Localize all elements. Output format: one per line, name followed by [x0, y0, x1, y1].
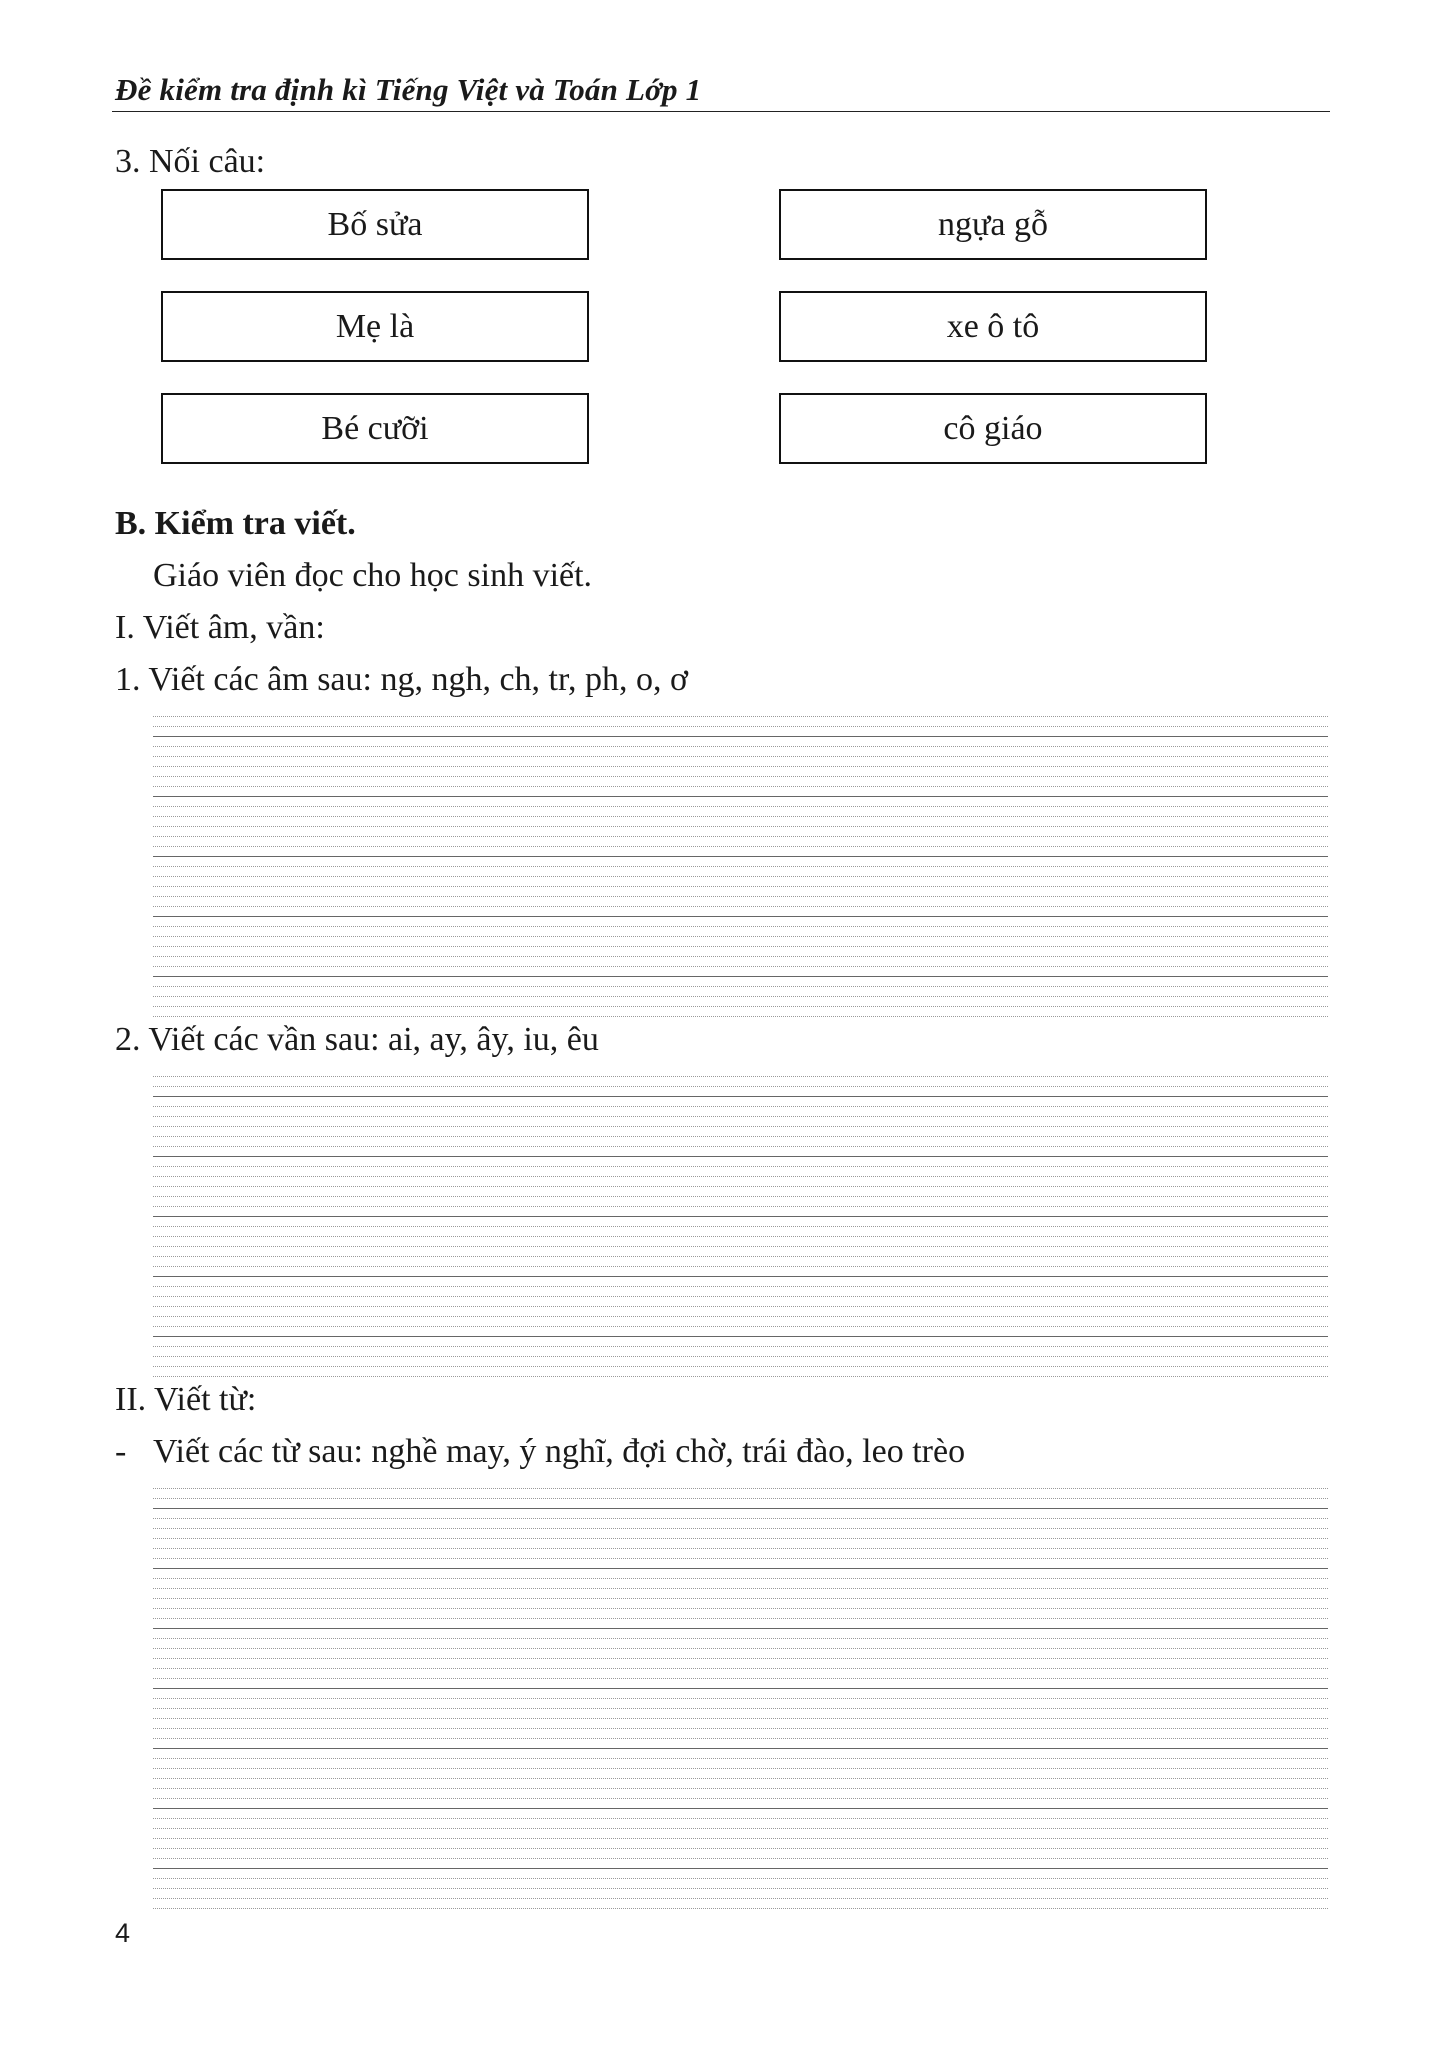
- writing-guide-line: [153, 1708, 1328, 1709]
- writing-baseline: [153, 796, 1328, 797]
- writing-guide-line: [153, 1528, 1328, 1529]
- match-left-box-1: [161, 189, 589, 260]
- writing-baseline: [153, 1808, 1328, 1809]
- writing-guide-line: [153, 1838, 1328, 1839]
- writing-guide-line: [153, 1578, 1328, 1579]
- match-right-box-1: [779, 189, 1207, 260]
- writing-guide-line: [153, 716, 1328, 717]
- page-header-title: Đề kiểm tra định kì Tiếng Việt và Toán Lớp 1: [115, 72, 702, 107]
- writing-baseline: [153, 1276, 1328, 1277]
- writing-guide-line: [153, 1758, 1328, 1759]
- match-left-text-3: Bé cưỡi: [321, 409, 429, 447]
- writing-guide-line: [153, 786, 1328, 787]
- writing-guide-line: [153, 1558, 1328, 1559]
- part-2-title: II. Viết từ:: [115, 1381, 257, 1418]
- writing-lines-block-2: [153, 1076, 1328, 1378]
- writing-guide-line: [153, 1598, 1328, 1599]
- writing-guide-line: [153, 1668, 1328, 1669]
- writing-baseline: [153, 976, 1328, 977]
- writing-guide-line: [153, 746, 1328, 747]
- match-right-text-1: ngựa gỗ: [937, 205, 1049, 243]
- writing-guide-line: [153, 1146, 1328, 1147]
- writing-guide-line: [153, 996, 1328, 997]
- writing-guide-line: [153, 1858, 1328, 1859]
- writing-guide-line: [153, 1256, 1328, 1257]
- writing-guide-line: [153, 1106, 1328, 1107]
- writing-guide-line: [153, 1166, 1328, 1167]
- writing-guide-line: [153, 1898, 1328, 1899]
- writing-guide-line: [153, 1778, 1328, 1779]
- writing-guide-line: [153, 1136, 1328, 1137]
- writing-guide-line: [153, 1908, 1328, 1909]
- writing-baseline: [153, 1096, 1328, 1097]
- match-right-box-2: [779, 291, 1207, 362]
- writing-baseline: [153, 1156, 1328, 1157]
- writing-guide-line: [153, 926, 1328, 927]
- writing-guide-line: [153, 1006, 1328, 1007]
- writing-guide-line: [153, 1588, 1328, 1589]
- writing-baseline: [153, 1628, 1328, 1629]
- task-3-bullet: -: [115, 1433, 127, 1470]
- writing-guide-line: [153, 1698, 1328, 1699]
- writing-guide-line: [153, 1718, 1328, 1719]
- match-right-text-3: cô giáo: [943, 409, 1043, 447]
- writing-guide-line: [153, 846, 1328, 847]
- writing-baseline: [153, 856, 1328, 857]
- writing-guide-line: [153, 866, 1328, 867]
- writing-guide-line: [153, 1608, 1328, 1609]
- writing-guide-line: [153, 1226, 1328, 1227]
- writing-guide-line: [153, 986, 1328, 987]
- writing-guide-line: [153, 1266, 1328, 1267]
- writing-baseline: [153, 1688, 1328, 1689]
- writing-guide-line: [153, 1346, 1328, 1347]
- writing-guide-line: [153, 1366, 1328, 1367]
- writing-guide-line: [153, 936, 1328, 937]
- section-b-intro: Giáo viên đọc cho học sinh viết.: [153, 557, 593, 594]
- writing-guide-line: [153, 1518, 1328, 1519]
- writing-baseline: [153, 916, 1328, 917]
- writing-guide-line: [153, 766, 1328, 767]
- writing-guide-line: [153, 816, 1328, 817]
- writing-guide-line: [153, 1768, 1328, 1769]
- writing-guide-line: [153, 756, 1328, 757]
- writing-lines-block-3: [153, 1488, 1328, 1910]
- writing-guide-line: [153, 1798, 1328, 1799]
- task-2-instruction: 2. Viết các vần sau: ai, ay, ây, iu, êu: [115, 1021, 599, 1058]
- writing-guide-line: [153, 1728, 1328, 1729]
- writing-guide-line: [153, 1376, 1328, 1377]
- match-left-box-2: [161, 291, 589, 362]
- writing-guide-line: [153, 1076, 1328, 1077]
- writing-guide-line: [153, 1116, 1328, 1117]
- writing-baseline: [153, 1336, 1328, 1337]
- writing-guide-line: [153, 1356, 1328, 1357]
- writing-guide-line: [153, 1548, 1328, 1549]
- writing-guide-line: [153, 1016, 1328, 1017]
- writing-guide-line: [153, 1788, 1328, 1789]
- writing-guide-line: [153, 1246, 1328, 1247]
- exercise-3-title: 3. Nối câu:: [115, 143, 266, 180]
- writing-guide-line: [153, 1326, 1328, 1327]
- writing-guide-line: [153, 966, 1328, 967]
- writing-guide-line: [153, 1658, 1328, 1659]
- writing-guide-line: [153, 876, 1328, 877]
- writing-guide-line: [153, 1306, 1328, 1307]
- writing-baseline: [153, 1216, 1328, 1217]
- writing-guide-line: [153, 776, 1328, 777]
- task-1-instruction: 1. Viết các âm sau: ng, ngh, ch, tr, ph, o, ơ: [115, 661, 688, 698]
- header-divider: [112, 111, 1330, 112]
- writing-guide-line: [153, 1878, 1328, 1879]
- section-b-title: B. Kiểm tra viết.: [115, 505, 356, 542]
- writing-guide-line: [153, 1638, 1328, 1639]
- writing-guide-line: [153, 726, 1328, 727]
- writing-guide-line: [153, 1086, 1328, 1087]
- page-number: 4: [115, 1918, 131, 1948]
- writing-guide-line: [153, 1196, 1328, 1197]
- part-1-title: I. Viết âm, vần:: [115, 609, 325, 646]
- match-left-box-3: [161, 393, 589, 464]
- writing-guide-line: [153, 1236, 1328, 1237]
- writing-guide-line: [153, 1538, 1328, 1539]
- writing-guide-line: [153, 1828, 1328, 1829]
- writing-guide-line: [153, 1648, 1328, 1649]
- writing-baseline: [153, 1568, 1328, 1569]
- writing-guide-line: [153, 956, 1328, 957]
- writing-guide-line: [153, 1186, 1328, 1187]
- writing-guide-line: [153, 1286, 1328, 1287]
- writing-guide-line: [153, 896, 1328, 897]
- writing-guide-line: [153, 1176, 1328, 1177]
- writing-guide-line: [153, 1818, 1328, 1819]
- writing-guide-line: [153, 826, 1328, 827]
- writing-guide-line: [153, 836, 1328, 837]
- match-left-text-2: Mẹ là: [335, 307, 415, 345]
- writing-guide-line: [153, 1888, 1328, 1889]
- writing-guide-line: [153, 1498, 1328, 1499]
- writing-baseline: [153, 1508, 1328, 1509]
- writing-guide-line: [153, 886, 1328, 887]
- writing-guide-line: [153, 1126, 1328, 1127]
- writing-baseline: [153, 1748, 1328, 1749]
- writing-guide-line: [153, 1296, 1328, 1297]
- writing-guide-line: [153, 1678, 1328, 1679]
- writing-guide-line: [153, 806, 1328, 807]
- writing-baseline: [153, 736, 1328, 737]
- writing-guide-line: [153, 1316, 1328, 1317]
- writing-guide-line: [153, 1848, 1328, 1849]
- writing-guide-line: [153, 906, 1328, 907]
- match-right-box-3: [779, 393, 1207, 464]
- writing-guide-line: [153, 946, 1328, 947]
- writing-guide-line: [153, 1206, 1328, 1207]
- writing-guide-line: [153, 1488, 1328, 1489]
- writing-baseline: [153, 1868, 1328, 1869]
- task-3-instruction: Viết các từ sau: nghề may, ý nghĩ, đợi chờ, trái đào, leo trèo: [153, 1433, 966, 1470]
- writing-guide-line: [153, 1738, 1328, 1739]
- writing-guide-line: [153, 1618, 1328, 1619]
- match-left-text-1: Bố sửa: [327, 205, 423, 243]
- writing-lines-block-1: [153, 716, 1328, 1018]
- match-right-text-2: xe ô tô: [946, 307, 1040, 345]
